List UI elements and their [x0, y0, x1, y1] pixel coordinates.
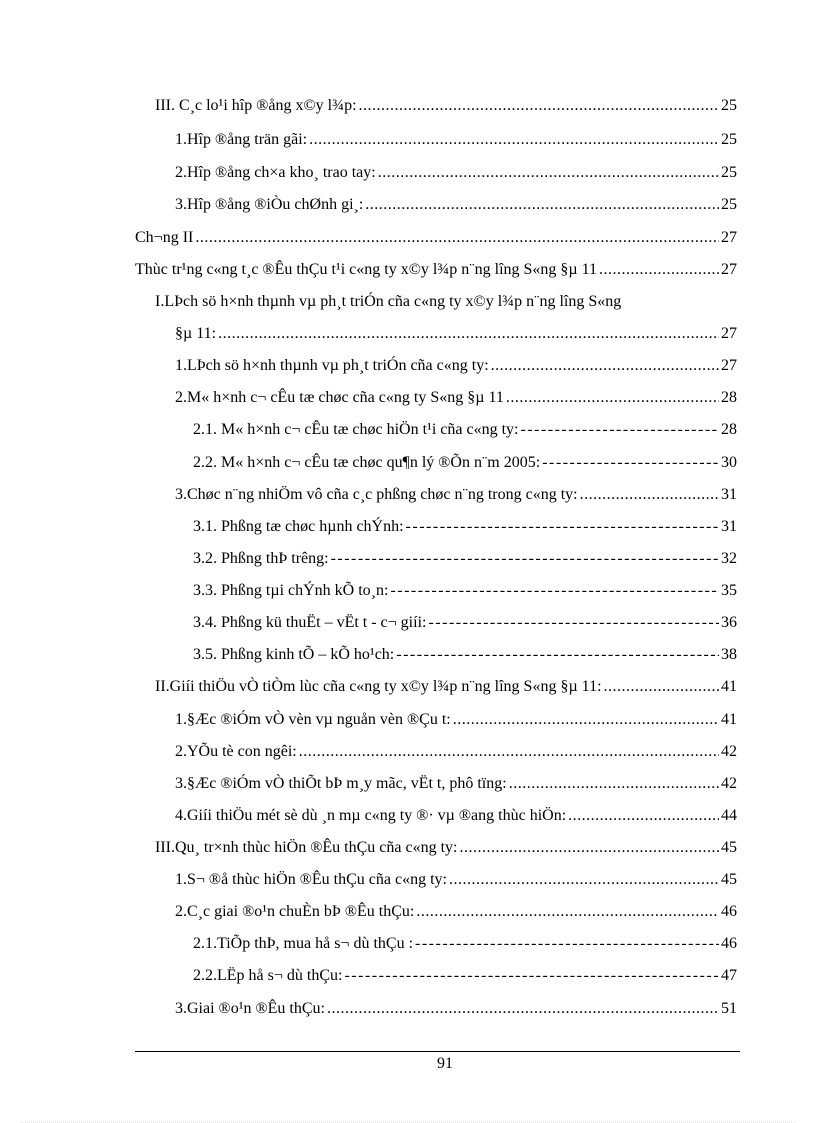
toc-entry — [193, 581, 737, 601]
toc-entry — [175, 195, 737, 215]
toc-entry-page: 30 — [721, 454, 737, 471]
toc-entry-title: 1.Hîp ®ång trän gãi: — [175, 131, 308, 148]
toc-leader — [520, 420, 719, 440]
toc-entry-title: Ch¬ng II — [135, 229, 194, 246]
toc-entry-page: 27 — [721, 229, 737, 246]
page-number: 91 — [437, 1055, 453, 1072]
toc-entry-title: III. C¸c lo¹i hîp ®ång x©y l¾p: — [155, 97, 357, 114]
toc-entry-title: 2.2. M« h×nh c¬ cÊu tæ chøc qu¶n lý ®Õn n¨m 2005: — [193, 454, 541, 471]
toc-leader — [428, 613, 719, 633]
toc-entry-page: 45 — [721, 871, 737, 888]
toc-entry-title: 2.YÕu tè con ngêi: — [175, 743, 297, 760]
toc-leader — [509, 774, 719, 794]
toc-entry-title: 3.1. Phßng tæ chøc hµnh chÝnh: — [193, 518, 404, 535]
toc-entry-page: 27 — [721, 325, 737, 342]
toc-entry — [175, 324, 737, 344]
toc-entry — [193, 517, 737, 537]
toc-entry-page: 46 — [721, 935, 737, 952]
toc-entry-title: 1.S¬ ®å thùc hiÖn ®Êu thÇu cña c«ng ty: — [175, 871, 447, 888]
toc-entry-page: 47 — [721, 967, 737, 984]
toc-entry-title: 2.1. M« h×nh c¬ cÊu tæ chøc hiÖn t¹i cña c«ng ty: — [193, 421, 519, 438]
toc-leader — [491, 356, 719, 376]
toc-entry — [175, 710, 737, 730]
toc-entry-title: §µ 11: — [175, 325, 217, 342]
toc-entry-page: 28 — [721, 421, 737, 438]
toc-leader — [542, 453, 719, 473]
toc-entry-page: 27 — [721, 357, 737, 374]
toc-leader — [568, 806, 719, 826]
toc-entry — [193, 549, 737, 569]
toc-entry-page: 25 — [721, 97, 737, 114]
toc-leader — [396, 645, 719, 665]
toc-leader — [299, 742, 719, 762]
toc-entry — [175, 356, 737, 376]
toc-entry-page: 25 — [721, 196, 737, 213]
toc-entry-page: 31 — [721, 518, 737, 535]
toc-entry-page: 41 — [721, 678, 737, 695]
toc-leader — [406, 517, 719, 537]
toc-leader — [365, 195, 719, 215]
toc-entry — [175, 999, 737, 1019]
toc-entry-page: 42 — [721, 775, 737, 792]
toc-entry — [193, 613, 737, 633]
toc-entry-title: 4.Giíi thiÖu mét sè dù ¸n mµ c«ng ty ®· vµ ®ang thùc hiÖn: — [175, 807, 567, 824]
toc-entry — [193, 420, 737, 440]
toc-entry-page: 51 — [721, 1000, 737, 1017]
toc-leader — [344, 966, 719, 986]
toc-entry-title: 3.Giai ®o¹n ®Êu thÇu: — [175, 1000, 325, 1017]
toc-leader — [506, 388, 719, 408]
toc-entry-page: 45 — [721, 839, 737, 856]
toc-entry — [175, 870, 737, 890]
toc-leader — [580, 485, 719, 505]
toc-leader — [390, 581, 719, 601]
toc-entry-title: 1.LÞch sö h×nh thµnh vµ ph¸t triÓn cña c«ng ty: — [175, 357, 489, 374]
toc-entry — [175, 130, 737, 150]
toc-leader — [604, 677, 719, 697]
toc-leader — [453, 710, 719, 730]
toc-entry — [155, 838, 737, 858]
toc-entry-page: 36 — [721, 614, 737, 631]
toc-leader — [416, 902, 719, 922]
toc-entry — [175, 902, 737, 922]
toc-leader — [327, 999, 719, 1019]
toc-entry-page: 44 — [721, 807, 737, 824]
toc-entry-title: II.Giíi thiÖu vÒ tiÒm lùc cña c«ng ty x©y l¾p n¨ng lîng S«ng §µ 11: — [155, 678, 602, 695]
toc-leader — [309, 130, 719, 150]
toc-entry-page: 32 — [721, 550, 737, 567]
toc-entry-title: Thùc tr¹ng c«ng t¸c ®Êu thÇu t¹i c«ng ty x©y l¾p n¨ng lîng S«ng §µ 11 — [135, 261, 598, 278]
toc-entry — [135, 260, 737, 280]
toc-leader — [599, 260, 719, 280]
toc-leader — [218, 324, 719, 344]
toc-entry — [155, 96, 737, 116]
toc-leader — [195, 228, 719, 248]
toc-entry-title: 3.Hîp ®ång ®iÒu chØnh gi¸: — [175, 196, 364, 213]
toc-entry-title: 1.§Æc ®iÓm vÒ vèn vµ nguån vèn ®Çu t: — [175, 711, 451, 728]
toc-entry — [175, 485, 737, 505]
toc-leader — [459, 838, 719, 858]
toc-entry-title: 2.1.TiÕp thÞ, mua hå s¬ dù thÇu : — [193, 935, 414, 952]
toc-entry-page: 28 — [721, 389, 737, 406]
toc-entry-title: 2.2.LËp hå s¬ dù thÇu: — [193, 967, 343, 984]
toc-entry-title: 2.M« h×nh c¬ cÊu tæ chøc cña c«ng ty S«ng §µ 11 — [175, 389, 504, 406]
toc-entry — [175, 774, 737, 794]
toc-entry-title: I.LÞch sö h×nh thµnh vµ ph¸t triÓn cña c«ng ty x©y l¾p n¨ng lîng S«ng — [155, 293, 622, 310]
toc-entry — [193, 453, 737, 473]
toc-entry-page: 46 — [721, 903, 737, 920]
toc-entry-title: 3.5. Phßng kinh tÕ – kÕ ho¹ch: — [193, 646, 395, 663]
toc-entry-page: 35 — [721, 582, 737, 599]
toc-entry-page: 31 — [721, 486, 737, 503]
toc-leader — [378, 163, 719, 183]
toc-entry-title: 3.§Æc ®iÓm vÒ thiÕt bÞ m¸y mãc, vËt t, phô tïng: — [175, 775, 507, 792]
toc-entry-title: 3.4. Phßng kü thuËt – vËt t - c¬ giíi: — [193, 614, 427, 631]
toc-entry-title: 3.3. Phßng tµi chÝnh kÕ to¸n: — [193, 582, 389, 599]
toc-entry — [193, 645, 737, 665]
toc-entry-page: 38 — [721, 646, 737, 663]
toc-entry — [193, 934, 737, 954]
toc-entry-title: III.Qu¸ tr×nh thùc hiÖn ®Êu thÇu cña c«ng ty: — [155, 839, 458, 856]
toc-entry-page: 42 — [721, 743, 737, 760]
footer-divider — [135, 1051, 740, 1052]
toc-entry-title: 2.C¸c giai ®o¹n chuÈn bÞ ®Êu thÇu: — [175, 903, 415, 920]
toc-entry — [175, 742, 737, 762]
toc-entry — [175, 806, 737, 826]
toc-leader — [359, 96, 719, 116]
toc-entry — [135, 228, 737, 248]
toc-entry — [155, 677, 737, 697]
toc-entry-page: 25 — [721, 164, 737, 181]
toc-leader — [415, 934, 719, 954]
toc-entry-page: 27 — [721, 261, 737, 278]
toc-leader — [331, 549, 719, 569]
toc-entry — [175, 388, 737, 408]
toc-entry-title: 3.2. Phßng thÞ trêng: — [193, 550, 329, 567]
toc-leader — [449, 870, 719, 890]
toc-entry-page: 25 — [721, 131, 737, 148]
toc-entry — [175, 163, 737, 183]
toc-entry-page: 41 — [721, 711, 737, 728]
toc-entry — [193, 966, 737, 986]
toc-entry-title: 2.Hîp ®ång ch×a kho¸ trao tay: — [175, 164, 376, 181]
toc-entry-title: 3.Chøc n¨ng nhiÖm vô cña c¸c phßng chøc n¨ng trong c«ng ty: — [175, 486, 578, 503]
